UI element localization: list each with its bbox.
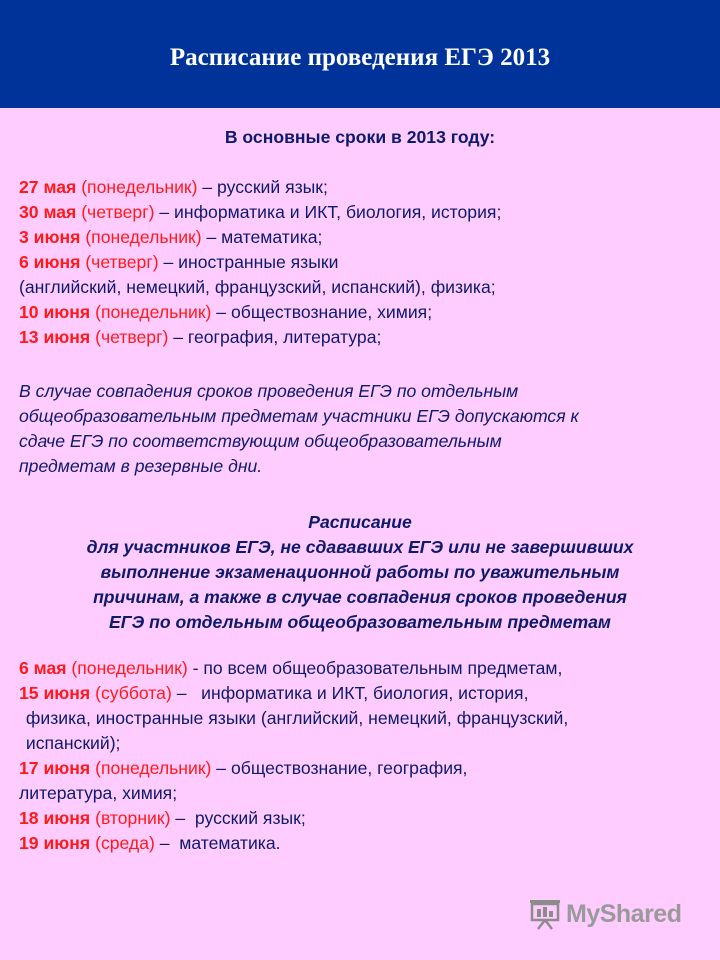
exam-date: 13 июня	[19, 327, 91, 347]
heading-line: причинам, а также в случае совпадения сроков проведения	[93, 587, 627, 607]
schedule-item	[19, 200, 709, 225]
exam-subjects: – математика;	[201, 227, 323, 247]
main-period-subtitle: В основные сроки в 2013 году:	[224, 127, 496, 147]
exam-subjects: – обществознание, химия;	[211, 302, 433, 322]
schedule-item-continuation: физика, иностранные языки (английский, немецкий, французский,	[21, 708, 569, 728]
schedule-item	[19, 225, 709, 250]
exam-weekday: (вторник)	[95, 808, 171, 828]
schedule-item-continuation: литература, химия;	[19, 783, 178, 803]
exam-weekday: (понедельник)	[71, 658, 188, 678]
reserve-schedule-list	[19, 656, 709, 856]
exam-weekday: (понедельник)	[95, 758, 212, 778]
schedule-item	[19, 175, 709, 200]
schedule-item	[19, 325, 709, 350]
exam-subjects: – русский язык;	[170, 808, 306, 828]
note-line: сдаче ЕГЭ по соответствующим общеобразовательным	[19, 431, 502, 451]
note-line: предметам в резервные дни.	[19, 456, 263, 476]
schedule-item	[19, 831, 709, 856]
schedule-item	[19, 656, 709, 681]
presentation-board-icon	[528, 898, 562, 930]
exam-date: 19 июня	[19, 833, 91, 853]
exam-weekday: (понедельник)	[85, 227, 202, 247]
watermark-text: MyShared	[566, 899, 682, 928]
exam-subjects: – информатика и ИКТ, биология, история,	[171, 683, 529, 703]
exam-date: 27 мая	[19, 177, 77, 197]
exam-date: 18 июня	[19, 808, 91, 828]
main-schedule-list	[19, 175, 709, 350]
heading-line: ЕГЭ по отдельным общеобразовательным предметам	[109, 612, 611, 632]
heading-line: для участников ЕГЭ, не сдававших ЕГЭ или не завершивших	[86, 537, 634, 557]
exam-subjects: – география, литература;	[168, 327, 382, 347]
note-line: общеобразовательным предметам участники ЕГЭ допускаются к	[19, 406, 579, 426]
schedule-item	[19, 300, 709, 325]
exam-date: 3 июня	[19, 227, 81, 247]
heading-line: Расписание	[308, 512, 412, 532]
exam-weekday: (среда)	[95, 833, 155, 853]
schedule-item	[19, 681, 709, 706]
exam-weekday: (суббота)	[95, 683, 172, 703]
schedule-item-continuation: (английский, немецкий, французский, испанский), физика;	[19, 277, 496, 297]
schedule-item	[19, 806, 709, 831]
exam-weekday: (четверг)	[81, 202, 155, 222]
myshared-watermark	[528, 898, 681, 930]
exam-date: 30 мая	[19, 202, 77, 222]
exam-date: 17 июня	[19, 758, 91, 778]
schedule-item	[19, 756, 709, 781]
exam-subjects: – русский язык;	[197, 177, 328, 197]
schedule-item	[19, 250, 709, 275]
exam-subjects: - по всем общеобразовательным предметам,	[187, 658, 563, 678]
exam-weekday: (понедельник)	[81, 177, 198, 197]
exam-subjects: – иностранные языки	[158, 252, 339, 272]
exam-weekday: (четверг)	[85, 252, 159, 272]
header-bar	[0, 0, 720, 108]
exam-weekday: (четверг)	[95, 327, 169, 347]
exam-date: 10 июня	[19, 302, 91, 322]
page-title: Расписание проведения ЕГЭ 2013	[169, 44, 551, 71]
heading-line: выполнение экзаменационной работы по уважительным	[100, 562, 620, 582]
exam-date: 15 июня	[19, 683, 91, 703]
schedule-item-continuation: испанский);	[21, 733, 121, 753]
reserve-schedule-heading	[0, 510, 720, 635]
reserve-days-note	[19, 379, 709, 479]
exam-weekday: (понедельник)	[95, 302, 212, 322]
exam-date: 6 мая	[19, 658, 67, 678]
exam-date: 6 июня	[19, 252, 81, 272]
exam-subjects: – информатика и ИКТ, биология, история;	[154, 202, 502, 222]
note-line: В случае совпадения сроков проведения ЕГЭ по отдельным	[19, 381, 519, 401]
exam-subjects: – обществознание, география,	[211, 758, 468, 778]
exam-subjects: – математика.	[154, 833, 281, 853]
